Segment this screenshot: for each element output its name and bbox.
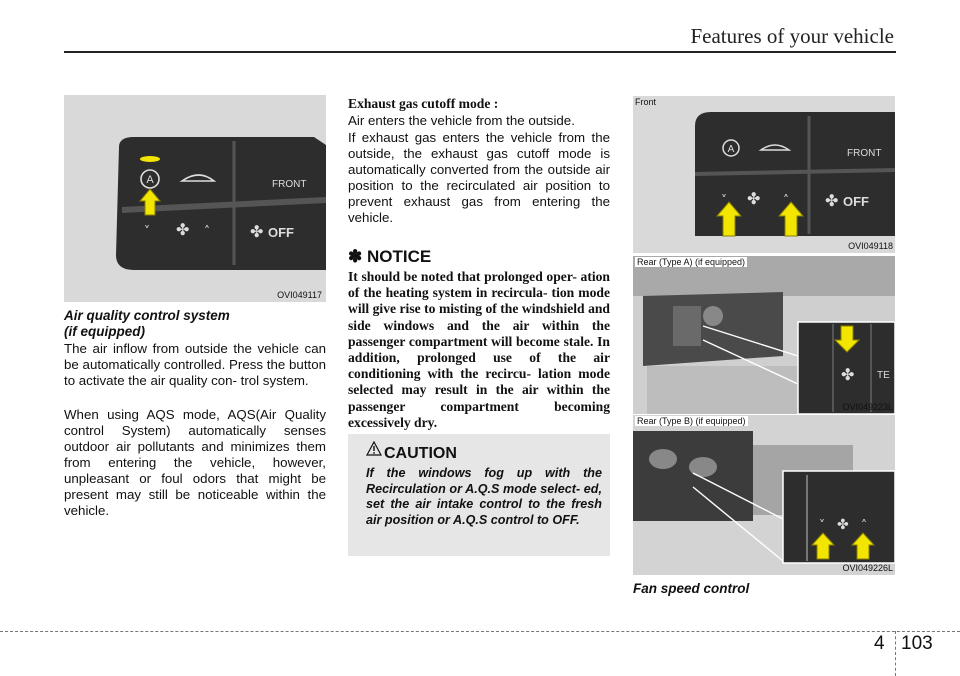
figure-code-rear-b: OVI049226L [842, 563, 893, 573]
notice-icon: ✽ [348, 247, 363, 266]
footer-divider [895, 631, 896, 676]
figure-rear-type-b [633, 415, 895, 575]
notice-heading [348, 247, 431, 267]
figure-code: OVI049117 [277, 290, 322, 300]
figure-code-rear-a: OVI049223L [842, 402, 893, 412]
header-title: Features of your vehicle [690, 24, 894, 48]
notice-title: NOTICE [366, 247, 432, 266]
svg-text:˅: ˅ [144, 224, 150, 238]
svg-text:✤: ✤ [176, 220, 190, 239]
aqs-paragraph-2: When using AQS mode, AQS(Air Quality control System) automatically senses outdoor air pollutants and minimizes them from entering the vehicle, however, unpleasant or foul odors that might be present may still be noticeable within the vehicle. [64, 407, 326, 518]
svg-text:✤: ✤ [825, 191, 839, 210]
svg-text:✤: ✤ [250, 222, 264, 241]
exhaust-paragraph-2: If exhaust gas enters the vehicle from the outside, the exhaust gas cutoff mode is automatically converted from the outside air position to the recirculated air position to prevent exhaust gas from entering the vehicle. [348, 130, 610, 225]
caution-title: CAUTION [384, 445, 457, 462]
front-panel-illustration [633, 96, 895, 253]
svg-text:A: A [727, 144, 735, 155]
aqs-heading-line2: (if equipped) [64, 324, 145, 339]
header-rule [64, 51, 896, 53]
warning-triangle-icon [366, 441, 382, 461]
svg-text:˄: ˄ [783, 193, 789, 207]
svg-text:A: A [146, 174, 154, 186]
svg-text:˄: ˄ [204, 224, 210, 238]
exhaust-paragraph-1: Air enters the vehicle from the outside. [348, 113, 575, 128]
svg-text:˅: ˅ [819, 518, 825, 532]
figure-label-rear-a: Rear (Type A) (if equipped) [637, 257, 746, 267]
svg-text:˄: ˄ [861, 518, 867, 532]
chapter-number: 4 [874, 633, 885, 654]
figure-label-rear-b: Rear (Type B) (if equipped) [637, 416, 746, 426]
notice-text: It should be noted that prolonged oper- ation of the heating system in recircula- tion mode will give rise to misting of the windshield and side windows and the air within the passenger compartment will become stale. In addition, prolonged use of the air conditioning with the recircu- lation mode selected may result in the air within the passenger compartment becoming excessively dry. [348, 269, 610, 430]
rear-a-illustration [633, 256, 895, 414]
aqs-heading-line1: Air quality control system [64, 308, 230, 323]
rear-b-illustration [633, 415, 895, 575]
exhaust-heading: Exhaust gas cutoff mode : [348, 96, 499, 111]
figure-label-front: Front [635, 97, 657, 107]
svg-text:✤: ✤ [747, 189, 761, 208]
svg-text:FRONT: FRONT [272, 179, 307, 190]
figure-front-fan [633, 96, 895, 253]
fan-speed-caption: Fan speed control [633, 581, 750, 596]
svg-text:OFF: OFF [268, 225, 294, 240]
figure-code-front: OVI049118 [848, 241, 893, 251]
svg-text:TE: TE [877, 370, 890, 381]
aqs-panel-illustration [64, 95, 326, 302]
svg-text:˅: ˅ [721, 193, 727, 207]
figure-aqs-control [64, 95, 326, 302]
svg-text:✤: ✤ [837, 517, 849, 533]
svg-text:FRONT: FRONT [847, 148, 882, 159]
aqs-heading [64, 308, 326, 340]
svg-text:OFF: OFF [843, 194, 869, 209]
footer-rule [0, 631, 960, 632]
caution-text: If the windows fog up with the Recirculation or A.Q.S mode select- ed, set the air intake control to the fresh air position or A.Q.S control to OFF. [366, 466, 602, 527]
svg-text:✤: ✤ [841, 365, 855, 384]
figure-rear-type-a [633, 256, 895, 414]
page-number: 103 [901, 633, 933, 654]
caution-box [348, 434, 610, 556]
aqs-paragraph-1: The air inflow from outside the vehicle can be automatically controlled. Press the button to activate the air quality con- trol system. [64, 341, 326, 388]
